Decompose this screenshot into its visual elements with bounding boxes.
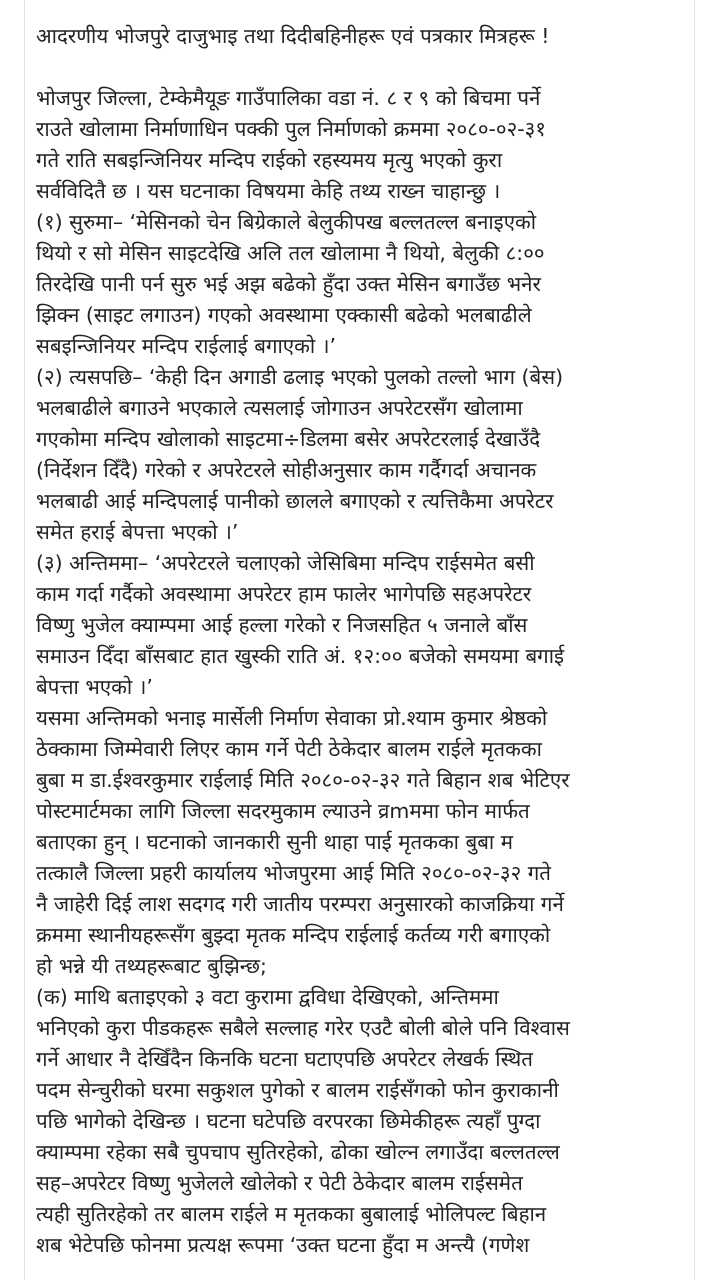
text-line: (२) त्यसपछि– ‘केही दिन अगाडी ढलाइ भएको पुलको तल्लो भाग (बेस) bbox=[36, 365, 564, 389]
text-line: पोस्टमार्टमका लागि जिल्ला सदरमुकाम ल्याउने व्रmममा फोन मार्फत bbox=[36, 799, 530, 823]
text-line: सह–अपरेटर विष्णु भुजेलले खोलेको र पेटी ठेकेदार बालम राईसमेत bbox=[36, 1171, 523, 1195]
text-line: थियो र सो मेसिन साइटदेखि अलि तल खोलामा नै थियो, बेलुकी ८:०० bbox=[36, 241, 545, 265]
text-line: गर्ने आधार नै देखिँदैन किनकि घटना घटाएपछि अपरेटर लेखर्क स्थित bbox=[36, 1047, 533, 1071]
text-line: बेपत्ता भएको ।’ bbox=[36, 675, 153, 699]
text-line: त्यही सुतिरहेको तर बालम राईले म मृतकका बुबालाई भोलिपल्ट बिहान bbox=[36, 1202, 547, 1226]
text-line: तिरदेखि पानी पर्न सुरु भई अझ बढेको हुँदा उक्त मेसिन बगाउँछ भनेर bbox=[36, 272, 541, 296]
article-text bbox=[36, 83, 686, 1261]
text-line: पदम सेन्चुरीको घरमा सकुशल पुगेको र बालम राईसँगको फोन कुराकानी bbox=[36, 1078, 559, 1102]
paragraph-gap bbox=[36, 52, 686, 83]
text-line: शब भेटेपछि फोनमा प्रत्यक्ष रूपमा ‘उक्त घटना हुँदा म अन्त्यै (गणेश bbox=[36, 1233, 530, 1257]
text-line: राउते खोलामा निर्माणाधिन पक्की पुल निर्माणको क्रममा २०८०-०२-३१ bbox=[36, 117, 546, 141]
text-line: यसमा अन्तिमको भनाइ मार्सेली निर्माण सेवाका प्रो.श्याम कुमार श्रेष्ठको bbox=[36, 706, 548, 730]
text-line: काम गर्दा गर्दैको अवस्थामा अपरेटर हाम फालेर भागेपछि सहअपरेटर bbox=[36, 582, 532, 606]
left-margin-rule bbox=[24, 0, 25, 1280]
text-line: सबइन्जिनियर मन्दिप राईलाई बगाएको ।’ bbox=[36, 334, 336, 358]
text-line: समाउन दिँदा बाँसबाट हात खुस्की राति अं. १२:०० बजेको समयमा बगाई bbox=[36, 644, 565, 668]
text-line: तत्कालै जिल्ला प्रहरी कार्यालय भोजपुरमा आई मिति २०८०-०२-३२ गते bbox=[36, 861, 551, 885]
text-line: नै जाहेरी दिई लाश सदगद गरी जातीय परम्परा अनुसारको काजक्रिया गर्ने bbox=[36, 892, 564, 916]
text-line: (१) सुरुमा– ‘मेसिनको चेन बिग्रेकाले बेलुकीपख बल्लतल्ल बनाइएको bbox=[36, 210, 537, 234]
greeting-line: आदरणीय भोजपुरे दाजुभाइ तथा दिदीबहिनीहरू एवं पत्रकार मित्रहरू ! bbox=[36, 24, 550, 48]
text-line: हो भन्ने यी तथ्यहरूबाट बुझिन्छ; bbox=[36, 954, 267, 978]
text-line: भोजपुर जिल्ला, टेम्केमैयूङ गाउँपालिका वडा नं. ८ र ९ को बिचमा पर्ने bbox=[36, 86, 541, 110]
text-line: (३) अन्तिममा– ‘अपरेटरले चलाएको जेसिबिमा मन्दिप राईसमेत बसी bbox=[36, 551, 535, 575]
text-line: बताएका हुन् । घटनाको जानकारी सुनी थाहा पाई मृतकका बुबा म bbox=[36, 830, 514, 854]
text-line: भनिएको कुरा पीडकहरू सबैले सल्लाह गरेर एउटै बोली बोले पनि विश्वास bbox=[36, 1016, 570, 1040]
text-line: समेत हराई बेपत्ता भएको ।’ bbox=[36, 520, 239, 544]
text-line: क्याम्पमा रहेका सबै चुपचाप सुतिरहेको, ढोका खोल्न लगाउँदा बल्लतल्ल bbox=[36, 1140, 560, 1164]
text-line: पछि भागेको देखिन्छ । घटना घटेपछि वरपरका छिमेकीहरू त्यहाँ पुग्दा bbox=[36, 1109, 541, 1133]
text-line: भलबाढी आई मन्दिपलाई पानीको छालले बगाएको र त्यत्तिकैमा अपरेटर bbox=[36, 489, 554, 513]
text-line: (क) माथि बताइएको ३ वटा कुरामा द्वविधा देखिएको, अन्तिममा bbox=[36, 985, 499, 1009]
text-line: ठेक्कामा जिम्मेवारी लिएर काम गर्ने पेटी ठेकेदार बालम राईले मृतकका bbox=[36, 737, 542, 761]
text-line: बुबा म डा.ईश्वरकुमार राईलाई मिति २०८०-०२-३२ गते बिहान शब भेटिएर bbox=[36, 768, 570, 792]
text-line: झिक्न (साइट लगाउन) गएको अवस्थामा एक्कासी बढेको भलबाढीले bbox=[36, 303, 532, 327]
text-line: (निर्देशन दिँदै) गरेको र अपरेटरले सोहीअनुसार काम गर्दैगर्दा अचानक bbox=[36, 458, 537, 482]
text-line: भलबाढीले बगाउने भएकाले त्यसलाई जोगाउन अपरेटरसँग खोलामा bbox=[36, 396, 523, 420]
text-line: सर्वविदितै छ । यस घटनाका विषयमा केहि तथ्य राख्न चाहान्छु । bbox=[36, 179, 501, 203]
text-line: गएकोमा मन्दिप खोलाको साइटमा÷डिलमा बसेर अपरेटरलाई देखाउँदै bbox=[36, 427, 541, 451]
article-body bbox=[36, 21, 686, 1261]
text-line: क्रममा स्थानीयहरूसँग बुझ्दा मृतक मन्दिप राईलाई कर्तव्य गरी बगाएको bbox=[36, 923, 551, 947]
text-line: गते राति सबइन्जिनियर मन्दिप राईको रहस्यमय मृत्यु भएको कुरा bbox=[36, 148, 503, 172]
right-margin-rule bbox=[694, 0, 695, 1280]
text-line: विष्णु भुजेल क्याम्पमा आई हल्ला गरेको र निजसहित ५ जनाले बाँस bbox=[36, 613, 528, 637]
